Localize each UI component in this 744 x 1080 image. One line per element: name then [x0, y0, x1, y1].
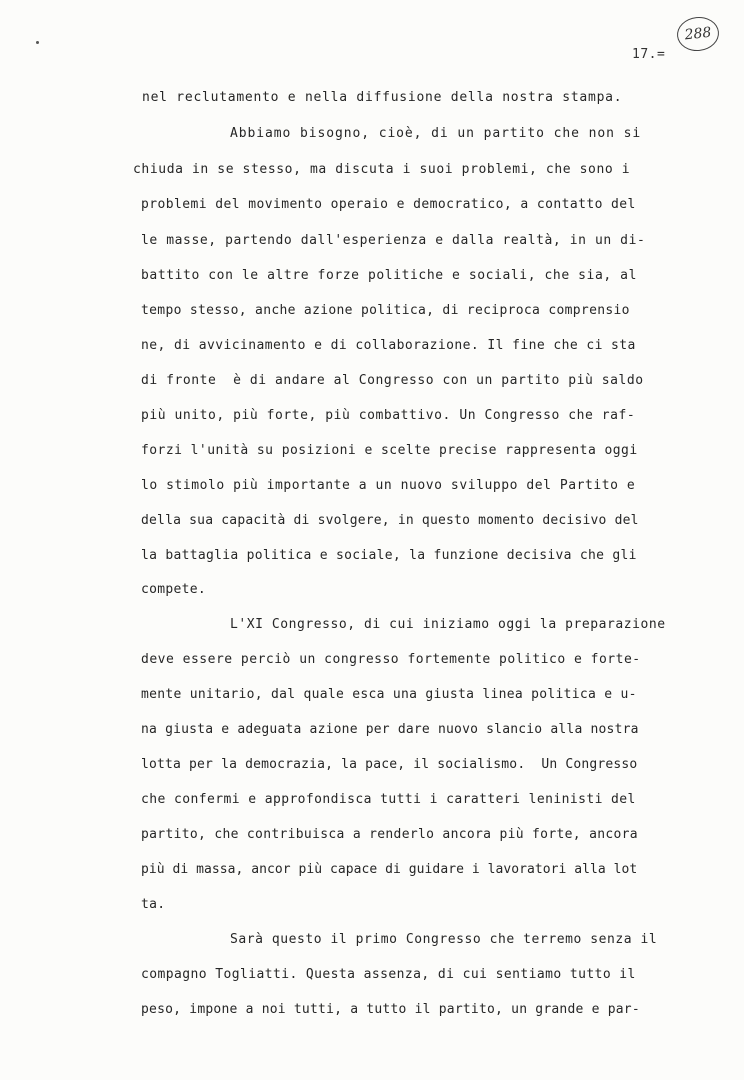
text-line: nel reclutamento e nella diffusione della nostra stampa. [142, 90, 623, 105]
text-line: la battaglia politica e sociale, la funzione decisiva che gli [141, 548, 637, 563]
text-line: lotta per la democrazia, la pace, il socialismo. Un Congresso [141, 757, 638, 772]
text-line: forzi l'unità su posizioni e scelte precise rappresenta oggi [141, 443, 638, 458]
page-speck [36, 41, 39, 44]
page-number: 17.= [632, 47, 666, 62]
text-line: Sarà questo il primo Congresso che terremo senza il [230, 932, 658, 947]
text-line: partito, che contribuisca a renderlo ancora più forte, ancora [141, 827, 638, 842]
text-line: Abbiamo bisogno, cioè, di un partito che non si [230, 126, 642, 141]
text-line: compagno Togliatti. Questa assenza, di cui sentiamo tutto il [141, 967, 636, 982]
text-line: battito con le altre forze politiche e sociali, che sia, al [141, 268, 637, 283]
text-line: le masse, partendo dall'esperienza e dalla realtà, in un di- [141, 233, 646, 248]
text-line: lo stimolo più importante a un nuovo sviluppo del Partito e [141, 478, 636, 493]
text-line: mente unitario, dal quale esca una giusta linea politica e u- [141, 687, 637, 702]
archive-stamp: 288 [675, 15, 720, 53]
text-line: na giusta e adeguata azione per dare nuovo slancio alla nostra [141, 722, 639, 737]
text-line: compete. [141, 582, 207, 597]
text-line: ta. [141, 897, 166, 912]
text-line: L'XI Congresso, di cui iniziamo oggi la preparazione [230, 617, 666, 632]
text-line: della sua capacità di svolgere, in questo momento decisivo del [141, 513, 639, 528]
text-line: più di massa, ancor più capace di guidare i lavoratori alla lot [141, 862, 638, 877]
text-line: peso, impone a noi tutti, a tutto il partito, un grande e par- [141, 1002, 640, 1017]
text-line: chiuda in se stesso, ma discuta i suoi problemi, che sono i [133, 162, 631, 177]
text-line: tempo stesso, anche azione politica, di reciproca comprensio [141, 303, 630, 318]
text-line: che confermi e approfondisca tutti i caratteri leninisti del [141, 792, 636, 807]
text-line: più unito, più forte, più combattivo. Un Congresso che raf- [141, 408, 636, 423]
text-line: di fronte è di andare al Congresso con un partito più saldo [141, 373, 644, 388]
text-line: deve essere perciò un congresso fortemente politico e forte- [141, 652, 641, 667]
text-line: problemi del movimento operaio e democratico, a contatto del [141, 197, 636, 212]
text-line: ne, di avvicinamento e di collaborazione. Il fine che ci sta [141, 338, 636, 353]
